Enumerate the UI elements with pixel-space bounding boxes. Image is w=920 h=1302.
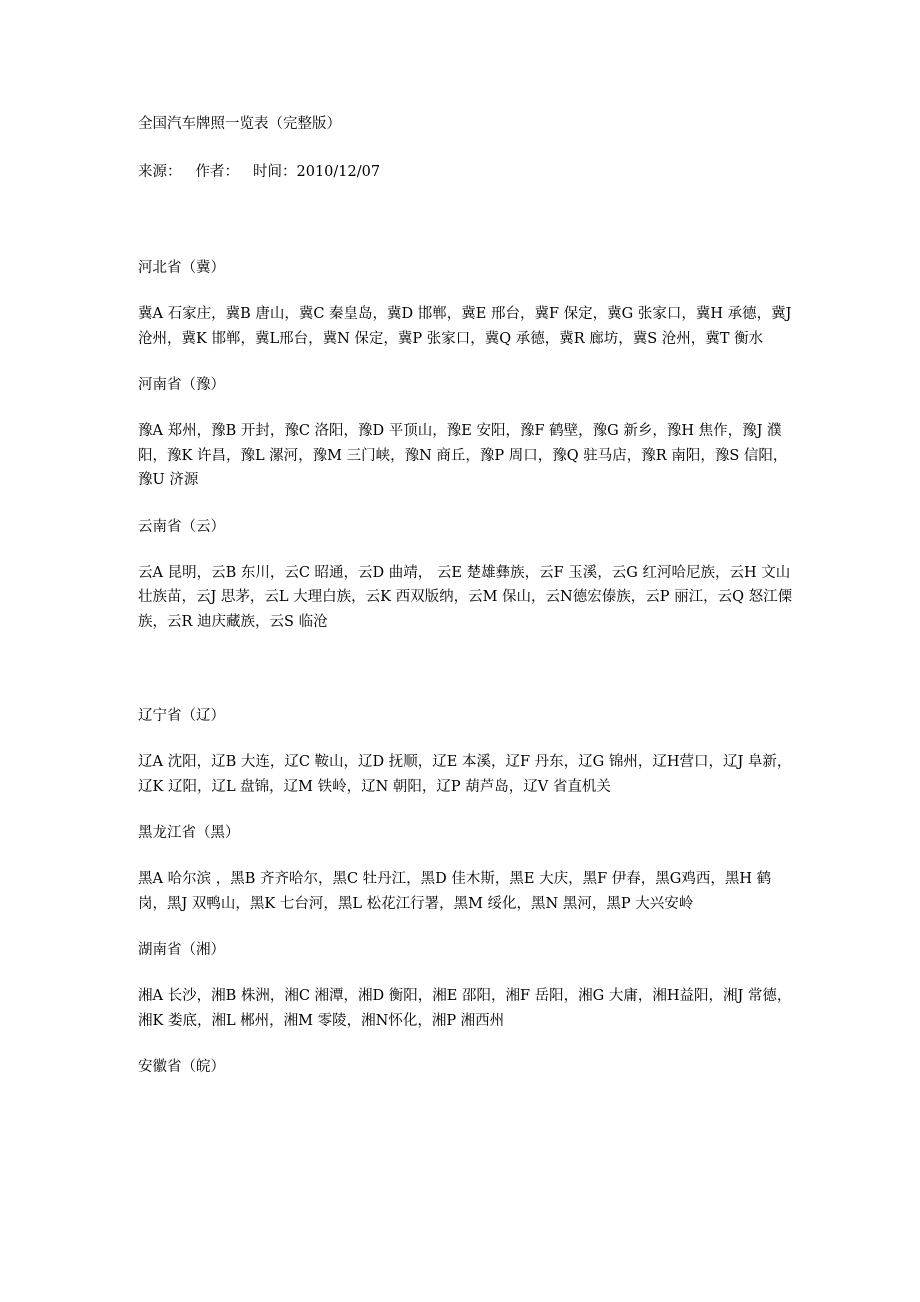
section-heading-heilongjiang: 黑龙江省（黑）: [138, 825, 240, 841]
section-body-yunnan: 云A 昆明，云B 东川，云C 昭通，云D 曲靖， 云E 楚雄彝族，云F 玉溪，云G 红河哈尼族，云H 文山壮族苗，云J 思茅，云L 大理白族，云K 西双版纳，云M 保山，云N德宏傣族，云P 丽江，云Q 怒江傈族，云R 迪庆藏族，云S 临沧: [138, 564, 793, 630]
document-title: 全国汽车牌照一览表（完整版）: [138, 116, 341, 132]
meta-source: 来源：: [138, 164, 182, 180]
section-heading-hebei: 河北省（冀）: [138, 260, 225, 276]
document-page: [138, 112, 800, 1079]
section-body-henan: 豫A 郑州，豫B 开封，豫C 洛阳，豫D 平顶山，豫E 安阳，豫F 鹤壁，豫G 新乡，豫H 焦作，豫J 濮阳，豫K 许昌，豫L 漯河，豫M 三门峡，豫N 商丘，豫P 周口，豫Q 驻马店，豫R 南阳，豫S 信阳，豫U 济源: [138, 423, 788, 488]
section-body-liaoning: 辽A 沈阳，辽B 大连，辽C 鞍山，辽D 抚顺，辽E 本溪，辽F 丹东，辽G 锦州，辽H营口，辽J 阜新，辽K 辽阳，辽L 盘锦，辽M 铁岭，辽N 朝阳，辽P 葫芦岛，辽V 省直机关: [138, 754, 792, 795]
section-heading-liaoning: 辽宁省（辽）: [138, 708, 225, 724]
section-heading-yunnan: 云南省（云）: [138, 518, 225, 535]
section-heading-henan: 河南省（豫）: [138, 377, 225, 393]
section-heading-anhui: 安徽省（皖）: [138, 1059, 225, 1075]
document-meta: [138, 160, 800, 184]
section-body-heilongjiang: 黑A 哈尔滨 ，黑B 齐齐哈尔，黑C 牡丹江，黑D 佳木斯，黑E 大庆，黑F 伊春，黑G鸡西，黑H 鹤岗，黑J 双鸭山，黑K 七台河，黑L 松花江行署，黑M 绥化，黑N 黑河，黑P 大兴安岭: [138, 871, 772, 912]
section-body-hebei: 冀A 石家庄，冀B 唐山，冀C 秦皇岛，冀D 邯郸，冀E 邢台，冀F 保定，冀G 张家口，冀H 承德，冀J 沧州，冀K 邯郸，冀L邢台，冀N 保定，冀P 张家口，冀Q 承德，冀R 廊坊，冀S 沧州，冀T 衡水: [138, 306, 792, 347]
meta-author: 作者：: [195, 164, 239, 180]
section-body-hunan: 湘A 长沙，湘B 株洲，湘C 湘潭，湘D 衡阳，湘E 邵阳，湘F 岳阳，湘G 大庸，湘H益阳，湘J 常德，湘K 娄底，湘L 郴州，湘M 零陵，湘N怀化，湘P 湘西州: [138, 988, 792, 1029]
section-heading-hunan: 湖南省（湘）: [138, 942, 225, 958]
meta-time: 时间：2010/12/07: [253, 164, 381, 180]
